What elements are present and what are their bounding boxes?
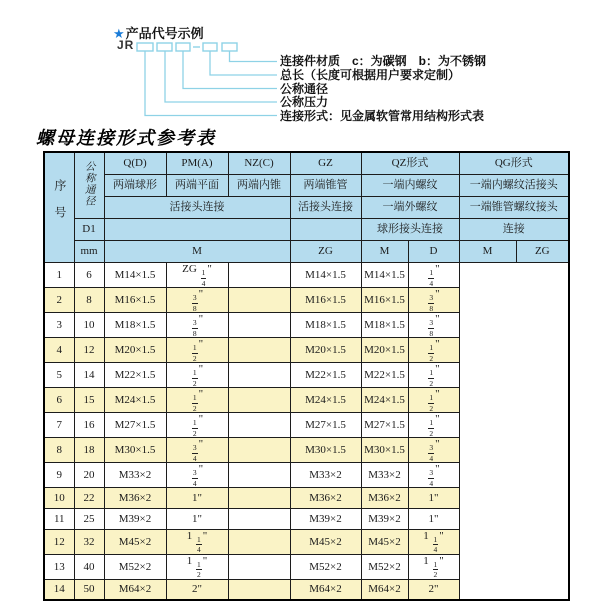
cell-m: M30×1.5	[104, 438, 166, 463]
cell-m: M36×2	[104, 488, 166, 509]
cell-gz-zg: 1 $\frac{1}{4}$ "	[166, 529, 228, 554]
cell-gz-zg: 1"	[166, 508, 228, 529]
fraction: $\frac{1}{2}$	[429, 343, 434, 363]
header-code-qg: QG形式	[459, 152, 569, 175]
cell-gz-zg: ZG $\frac{1}{4}$ "	[166, 263, 228, 288]
cell-gz-zg: $\frac{1}{2}$ "	[166, 388, 228, 413]
cell-qz-m	[228, 579, 290, 600]
cell-mm: 20	[74, 463, 104, 488]
cell-qz-d: M16×1.5	[290, 288, 361, 313]
cell-seq: 4	[44, 338, 74, 363]
cell-qz-m	[228, 554, 290, 579]
cell-gz-zg: 1 $\frac{1}{2}$ "	[166, 554, 228, 579]
cell-gz-zg: $\frac{3}{8}$ "	[166, 313, 228, 338]
header-seq: 序号	[44, 152, 74, 263]
code-box-2	[157, 43, 172, 51]
header-mm: mm	[74, 241, 104, 263]
cell-qg-m: M20×1.5	[361, 338, 408, 363]
cell-mm: 22	[74, 488, 104, 509]
cell-m: M64×2	[104, 579, 166, 600]
cell-seq: 12	[44, 529, 74, 554]
cell-m: M33×2	[104, 463, 166, 488]
code-box-4	[203, 43, 217, 51]
label-nominal-diameter: 公称通径	[280, 81, 329, 96]
cell-qz-m	[228, 488, 290, 509]
header-row-4	[44, 219, 569, 241]
fraction: $\frac{1}{2}$	[429, 418, 434, 438]
cell-m: M14×1.5	[104, 263, 166, 288]
header-m-main: M	[104, 241, 290, 263]
cell-mm: 25	[74, 508, 104, 529]
table-row	[44, 413, 569, 438]
fraction: $\frac{3}{8}$	[192, 318, 197, 338]
code-box-3	[176, 43, 190, 51]
fraction: $\frac{1}{2}$	[192, 418, 197, 438]
header-row-2	[44, 175, 569, 197]
cell-qg-m: M27×1.5	[361, 413, 408, 438]
cell-qg-m: M14×1.5	[361, 263, 408, 288]
cell-m: M52×2	[104, 554, 166, 579]
fraction: $\frac{1}{4}$	[433, 534, 438, 555]
label-connection-form: 连接形式：见金属软管常用结构形式表	[280, 108, 485, 123]
cell-m: M27×1.5	[104, 413, 166, 438]
cell-qg-zg: $\frac{3}{4}$ "	[408, 438, 459, 463]
cell-gz-zg: $\frac{1}{2}$ "	[166, 363, 228, 388]
code-box-5	[222, 43, 237, 51]
code-box-1	[137, 43, 153, 51]
cell-qz-d: M20×1.5	[290, 338, 361, 363]
cell-mm: 14	[74, 363, 104, 388]
header-qz-type1: 一端内螺纹	[361, 175, 459, 197]
cell-qg-zg: $\frac{3}{8}$ "	[408, 288, 459, 313]
cell-qz-d: M18×1.5	[290, 313, 361, 338]
header-qz-type3: 球形接头连接	[361, 219, 459, 241]
cell-seq: 14	[44, 579, 74, 600]
table-row	[44, 288, 569, 313]
connector-line-material	[230, 51, 278, 62]
header-code-nz: NZ(C)	[228, 152, 290, 175]
table-row	[44, 388, 569, 413]
cell-qz-d: M33×2	[290, 463, 361, 488]
fraction: $\frac{3}{8}$	[429, 293, 434, 313]
cell-mm: 40	[74, 554, 104, 579]
cell-mm: 6	[74, 263, 104, 288]
cell-mm: 16	[74, 413, 104, 438]
fraction: $\frac{1}{2}$	[429, 368, 434, 388]
diagram-title-text: 产品代号示例	[125, 26, 204, 41]
cell-mm: 15	[74, 388, 104, 413]
cell-seq: 3	[44, 313, 74, 338]
cell-seq: 5	[44, 363, 74, 388]
cell-m: M24×1.5	[104, 388, 166, 413]
fraction: $\frac{1}{2}$	[192, 393, 197, 413]
cell-qz-m	[228, 529, 290, 554]
cell-qg-zg: 1"	[408, 508, 459, 529]
header-empty-left	[104, 219, 290, 241]
cell-seq: 6	[44, 388, 74, 413]
connector-line-pressure	[165, 51, 277, 102]
cell-qz-m	[228, 388, 290, 413]
header-union-joint-gz: 活接头连接	[290, 197, 361, 219]
header-d1: D1	[74, 219, 104, 241]
cell-qz-d: M64×2	[290, 579, 361, 600]
cell-qg-zg: 2"	[408, 579, 459, 600]
cell-gz-zg: $\frac{3}{4}$ "	[166, 463, 228, 488]
table-row	[44, 363, 569, 388]
cell-qg-zg: $\frac{1}{4}$ "	[408, 263, 459, 288]
header-row-5	[44, 241, 569, 263]
header-code-q: Q(D)	[104, 152, 166, 175]
fraction: $\frac{3}{8}$	[429, 318, 434, 338]
cell-qg-zg: $\frac{1}{2}$ "	[408, 413, 459, 438]
cell-qz-d: M22×1.5	[290, 363, 361, 388]
cell-seq: 11	[44, 508, 74, 529]
cell-qg-m: M22×1.5	[361, 363, 408, 388]
cell-gz-zg: $\frac{3}{4}$ "	[166, 438, 228, 463]
label-total-length: 总长（长度可根据用户要求定制）	[280, 68, 461, 82]
connector-line-length	[210, 51, 277, 75]
cell-m: M16×1.5	[104, 288, 166, 313]
cell-mm: 10	[74, 313, 104, 338]
cell-qg-m: M30×1.5	[361, 438, 408, 463]
header-qg-m: M	[459, 241, 516, 263]
cell-qz-m	[228, 263, 290, 288]
table-row	[44, 338, 569, 363]
cell-qg-m: M36×2	[361, 488, 408, 509]
fraction: $\frac{1}{2}$	[197, 559, 201, 580]
header-code-gz: GZ	[290, 152, 361, 175]
header-row-1	[44, 152, 569, 175]
header-qg-type1: 一端内螺纹活接头	[459, 175, 569, 197]
header-qg-type3: 连接	[459, 219, 569, 241]
header-qz-d: D	[408, 241, 459, 263]
cell-seq: 10	[44, 488, 74, 509]
table-row	[44, 463, 569, 488]
star-icon: ★	[113, 26, 125, 41]
cell-mm: 32	[74, 529, 104, 554]
cell-mm: 50	[74, 579, 104, 600]
cell-qz-d: M14×1.5	[290, 263, 361, 288]
cell-m: M20×1.5	[104, 338, 166, 363]
header-qz-type2: 一端外螺纹	[361, 197, 459, 219]
table-row	[44, 529, 569, 554]
cell-qz-d: M30×1.5	[290, 438, 361, 463]
header-pm-type: 两端平面	[166, 175, 228, 197]
cell-qz-m	[228, 463, 290, 488]
header-row-3	[44, 197, 569, 219]
cell-qg-m: M45×2	[361, 529, 408, 554]
cell-qz-m	[228, 363, 290, 388]
header-code-qz: QZ形式	[361, 152, 459, 175]
header-nominal-diameter: 公称通径	[74, 152, 104, 219]
header-code-pm: PM(A)	[166, 152, 228, 175]
label-nominal-pressure: 公称压力	[280, 95, 329, 109]
fraction: $\frac{1}{4}$	[197, 534, 201, 555]
cell-qz-m	[228, 288, 290, 313]
table-row	[44, 313, 569, 338]
cell-qg-zg: 1"	[408, 488, 459, 509]
code-prefix: JR	[117, 38, 135, 52]
cell-qz-m	[228, 438, 290, 463]
cell-qz-m	[228, 508, 290, 529]
cell-m: M39×2	[104, 508, 166, 529]
cell-mm: 12	[74, 338, 104, 363]
fraction: $\frac{1}{2}$	[433, 559, 438, 580]
cell-qg-m: M18×1.5	[361, 313, 408, 338]
cell-mm: 8	[74, 288, 104, 313]
cell-seq: 13	[44, 554, 74, 579]
table-row	[44, 508, 569, 529]
cell-mm: 18	[74, 438, 104, 463]
cell-gz-zg: 1"	[166, 488, 228, 509]
fraction: $\frac{3}{4}$	[192, 443, 197, 463]
cell-qg-zg: $\frac{1}{2}$ "	[408, 338, 459, 363]
cell-seq: 1	[44, 263, 74, 288]
nut-connection-reference-table	[43, 151, 570, 601]
cell-seq: 8	[44, 438, 74, 463]
cell-seq: 2	[44, 288, 74, 313]
fraction: $\frac{3}{4}$	[192, 468, 197, 488]
table-body	[44, 263, 569, 601]
fraction: $\frac{1}{4}$	[429, 268, 434, 288]
cell-qz-d: M52×2	[290, 554, 361, 579]
cell-gz-zg: $\frac{3}{8}$ "	[166, 288, 228, 313]
cell-seq: 9	[44, 463, 74, 488]
cell-m: M18×1.5	[104, 313, 166, 338]
cell-qz-d: M24×1.5	[290, 388, 361, 413]
label-connector-material: 连接件材质 c：为碳钢 b：为不锈钢	[280, 54, 487, 68]
cell-gz-zg: $\frac{1}{2}$ "	[166, 413, 228, 438]
cell-m: M22×1.5	[104, 363, 166, 388]
cell-qg-m: M52×2	[361, 554, 408, 579]
cell-qg-zg: $\frac{3}{8}$ "	[408, 313, 459, 338]
table-row	[44, 488, 569, 509]
header-q-type: 两端球形	[104, 175, 166, 197]
table-row	[44, 263, 569, 288]
fraction: $\frac{3}{8}$	[192, 293, 197, 313]
header-zg-main: ZG	[290, 241, 361, 263]
header-union-joint: 活接头连接	[104, 197, 290, 219]
header-qg-zg: ZG	[516, 241, 569, 263]
cell-seq: 7	[44, 413, 74, 438]
header-gz-type: 两端锥管	[290, 175, 361, 197]
fraction: $\frac{3}{4}$	[429, 443, 434, 463]
cell-qz-m	[228, 413, 290, 438]
table-row	[44, 579, 569, 600]
header-qz-m: M	[361, 241, 408, 263]
cell-gz-zg: 2"	[166, 579, 228, 600]
cell-qg-zg: $\frac{1}{2}$ "	[408, 363, 459, 388]
cell-qz-m	[228, 338, 290, 363]
cell-m: M45×2	[104, 529, 166, 554]
cell-qg-m: M24×1.5	[361, 388, 408, 413]
cell-qg-zg: $\frac{1}{2}$ "	[408, 388, 459, 413]
fraction: $\frac{1}{4}$	[201, 268, 206, 288]
header-nz-type: 两端内锥	[228, 175, 290, 197]
header-empty-gz	[290, 219, 361, 241]
header-qg-type2: 一端锥管螺纹接头	[459, 197, 569, 219]
fraction: $\frac{1}{2}$	[429, 393, 434, 413]
cell-qg-m: M16×1.5	[361, 288, 408, 313]
cell-qg-zg: 1 $\frac{1}{2}$ "	[408, 554, 459, 579]
table-title: 螺母连接形式参考表	[36, 128, 216, 148]
cell-gz-zg: $\frac{1}{2}$ "	[166, 338, 228, 363]
cell-qg-m: M39×2	[361, 508, 408, 529]
cell-qz-d: M45×2	[290, 529, 361, 554]
fraction: $\frac{1}{2}$	[192, 368, 197, 388]
cell-qg-zg: 1 $\frac{1}{4}$ "	[408, 529, 459, 554]
cell-qz-d: M27×1.5	[290, 413, 361, 438]
cell-qg-m: M33×2	[361, 463, 408, 488]
cell-qz-d: M36×2	[290, 488, 361, 509]
fraction: $\frac{1}{2}$	[192, 343, 197, 363]
cell-qg-m: M64×2	[361, 579, 408, 600]
fraction: $\frac{3}{4}$	[429, 468, 434, 488]
cell-qg-zg: $\frac{3}{4}$ "	[408, 463, 459, 488]
table-row	[44, 554, 569, 579]
table-row	[44, 438, 569, 463]
cell-qz-m	[228, 313, 290, 338]
cell-qz-d: M39×2	[290, 508, 361, 529]
